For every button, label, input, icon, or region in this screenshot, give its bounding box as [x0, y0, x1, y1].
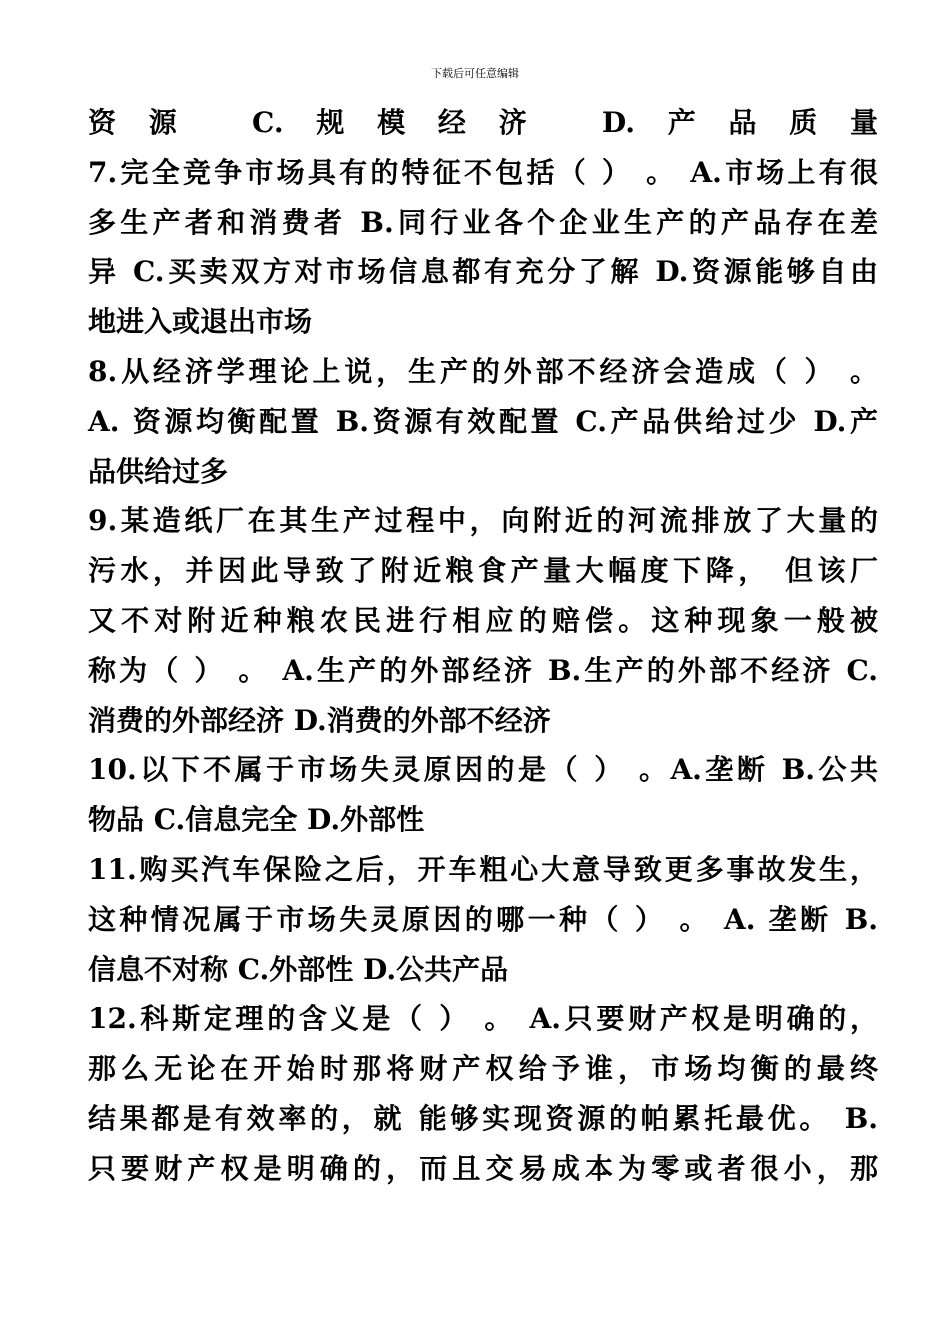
text-line: 异 C.买卖双方对市场信息都有充分了解 D.资源能够自由	[88, 255, 878, 289]
text-line: 11.购买汽车保险之后，开车粗心大意导致更多事故发生，	[88, 852, 878, 886]
text-line: 资源 C.规模经济 D.产品质量	[88, 106, 878, 139]
text-line: 结果都是有效率的，就 能够实现资源的帕累托最优。 B.	[88, 1101, 878, 1135]
text-line: 信息不对称 C.外部性 D.公共产品	[88, 952, 509, 986]
text-line: 这种情况属于市场失灵原因的哪一种（ ） 。 A. 垄断 B.	[88, 902, 878, 936]
text-line: 消费的外部经济 D.消费的外部不经济	[88, 703, 551, 737]
text-line: 称为（ ） 。 A.生产的外部经济 B.生产的外部不经济 C.	[88, 653, 878, 687]
page-header: 下载后可任意编辑	[431, 67, 519, 80]
text-line: 又不对附近种粮农民进行相应的赔偿。这种现象一般被	[88, 603, 878, 637]
text-line: A. 资源均衡配置 B.资源有效配置 C.产品供给过少 D.产	[88, 404, 878, 438]
text-line: 多生产者和消费者 B.同行业各个企业生产的产品存在差	[88, 205, 878, 239]
document-body	[88, 98, 878, 1194]
text-line: 8.从经济学理论上说，生产的外部不经济会造成（ ） 。	[88, 354, 878, 388]
text-line: 品供给过多	[88, 454, 229, 488]
text-line: 那么无论在开始时那将财产权给予谁，市场均衡的最终	[88, 1052, 878, 1086]
text-line: 物品 C.信息完全 D.外部性	[88, 803, 425, 837]
text-line: 7.完全竞争市场具有的特征不包括（ ） 。 A.市场上有很	[88, 155, 878, 189]
text-line: 10.以下不属于市场失灵原因的是（ ） 。A.垄断 B.公共	[88, 753, 878, 787]
text-line: 12.科斯定理的含义是（ ） 。 A.只要财产权是明确的，	[88, 1002, 878, 1036]
text-line: 9.某造纸厂在其生产过程中，向附近的河流排放了大量的	[88, 504, 878, 538]
text-line: 污水，并因此导致了附近粮食产量大幅度下降， 但该厂	[88, 554, 878, 588]
text-line: 地进入或退出市场	[88, 305, 313, 339]
text-line: 只要财产权是明确的，而且交易成本为零或者很小，那	[88, 1151, 878, 1185]
